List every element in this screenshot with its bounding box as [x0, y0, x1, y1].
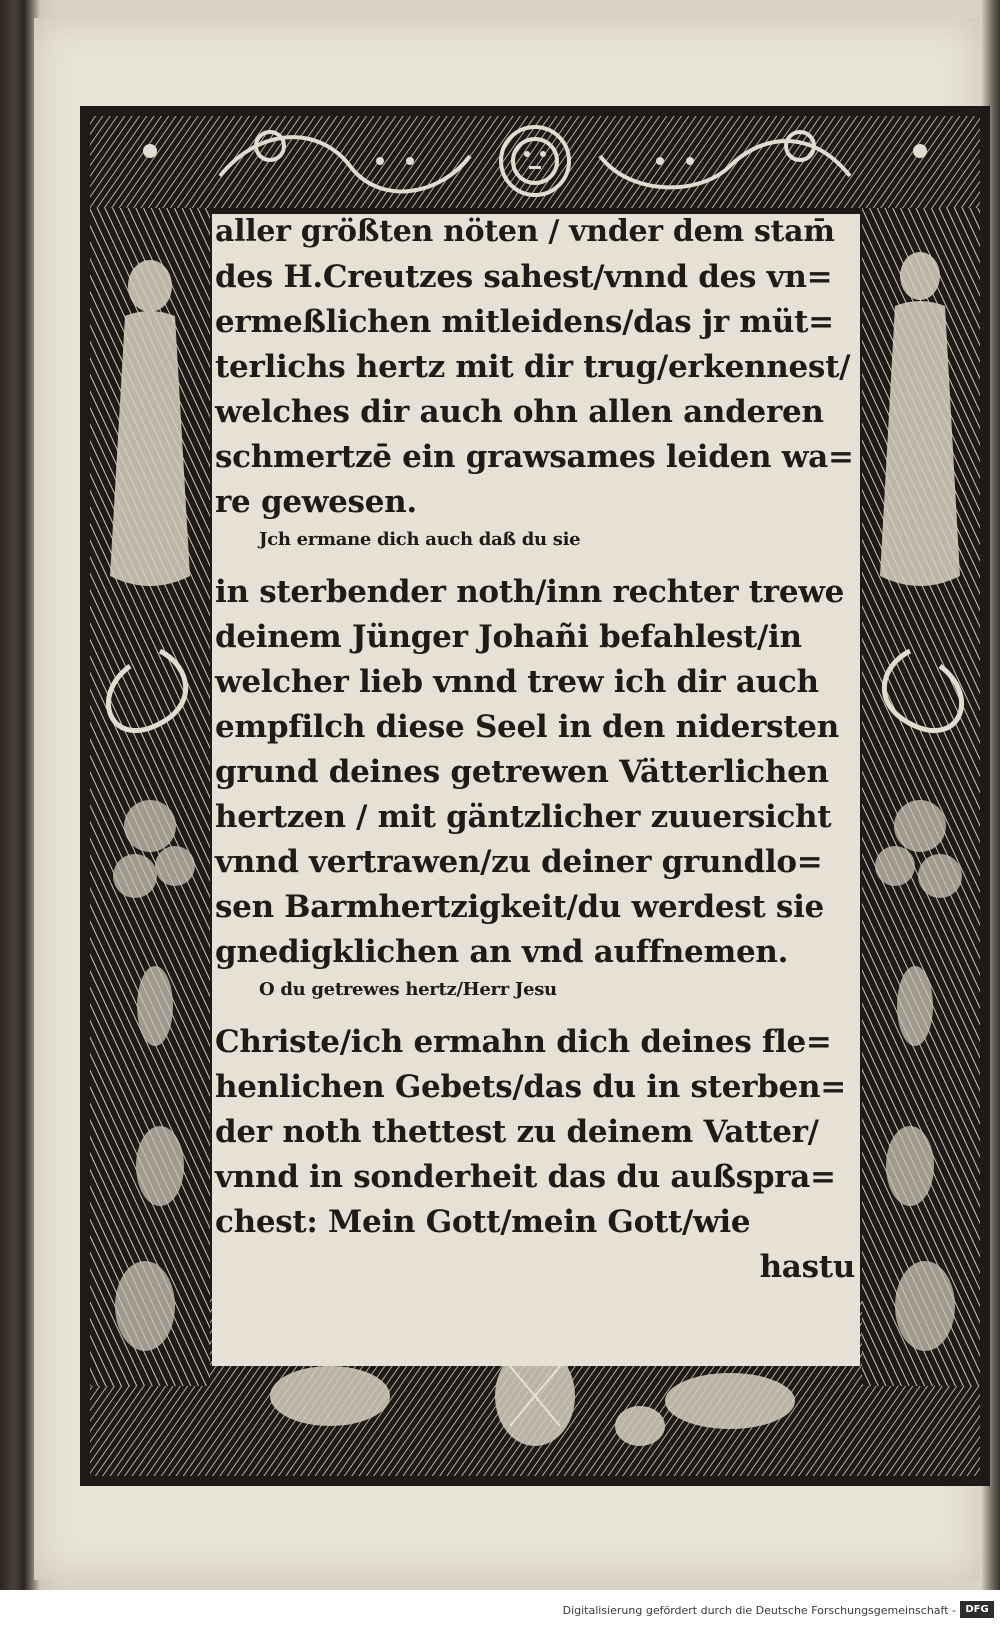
text-line: Christe/ich ermahn dich deines fle= [215, 1024, 832, 1060]
text-line: schmertzē ein grawsames leiden wa= [215, 439, 854, 475]
funding-credit: Digitalisierung gefördert durch die Deutsche Forschungsgemeinschaft - [562, 1604, 956, 1617]
text-line: vnnd vertrawen/zu deiner grundlo= [215, 844, 823, 880]
digitization-footer [0, 1594, 1000, 1625]
text-line: empfilch diese Seel in den nidersten [215, 709, 839, 745]
text-line: der noth thettest zu deinem Vatter/ [215, 1114, 819, 1150]
text-line: vnnd in sonderheit das du außspra= [215, 1159, 836, 1195]
text-line: re gewesen. [215, 484, 417, 520]
catchword: hastu [759, 1249, 855, 1285]
dfg-logo: DFG [960, 1601, 994, 1618]
text-line: welcher lieb vnnd trew ich dir auch [215, 664, 819, 700]
text-line: des H.Creutzes sahest/vnnd des vn= [215, 259, 833, 295]
text-line: chest: Mein Gott/mein Gott/wie [215, 1204, 751, 1240]
text-line: sen Barmhertzigkeit/du werdest sie [215, 889, 824, 925]
text-line: ermeßlichen mitleidens/das jr müt= [215, 304, 834, 340]
paragraph-start-line: O du getrewes hertz/Herr Jesu [259, 979, 557, 1000]
text-line: gnedigklichen an vnd auffnemen. [215, 934, 789, 970]
body-text-block [215, 214, 855, 1364]
text-line: in sterbender noth/inn rechter trewe [215, 574, 845, 610]
text-line: deinem Jünger Johañi befahlest/in [215, 619, 802, 655]
text-line: aller größten nöten / vnder dem stam̄ [215, 214, 835, 249]
text-line: welches dir auch ohn allen anderen [215, 394, 824, 430]
text-line: terlichs hertz mit dir trug/erkennest/ [215, 349, 851, 385]
paragraph-start-line: Jch ermane dich auch daß du sie [259, 529, 581, 550]
text-line: grund deines getrewen Vätterlichen [215, 754, 829, 790]
text-line: henlichen Gebets/das du in sterben= [215, 1069, 846, 1105]
text-line: hertzen / mit gäntzlicher zuuersicht [215, 799, 832, 835]
